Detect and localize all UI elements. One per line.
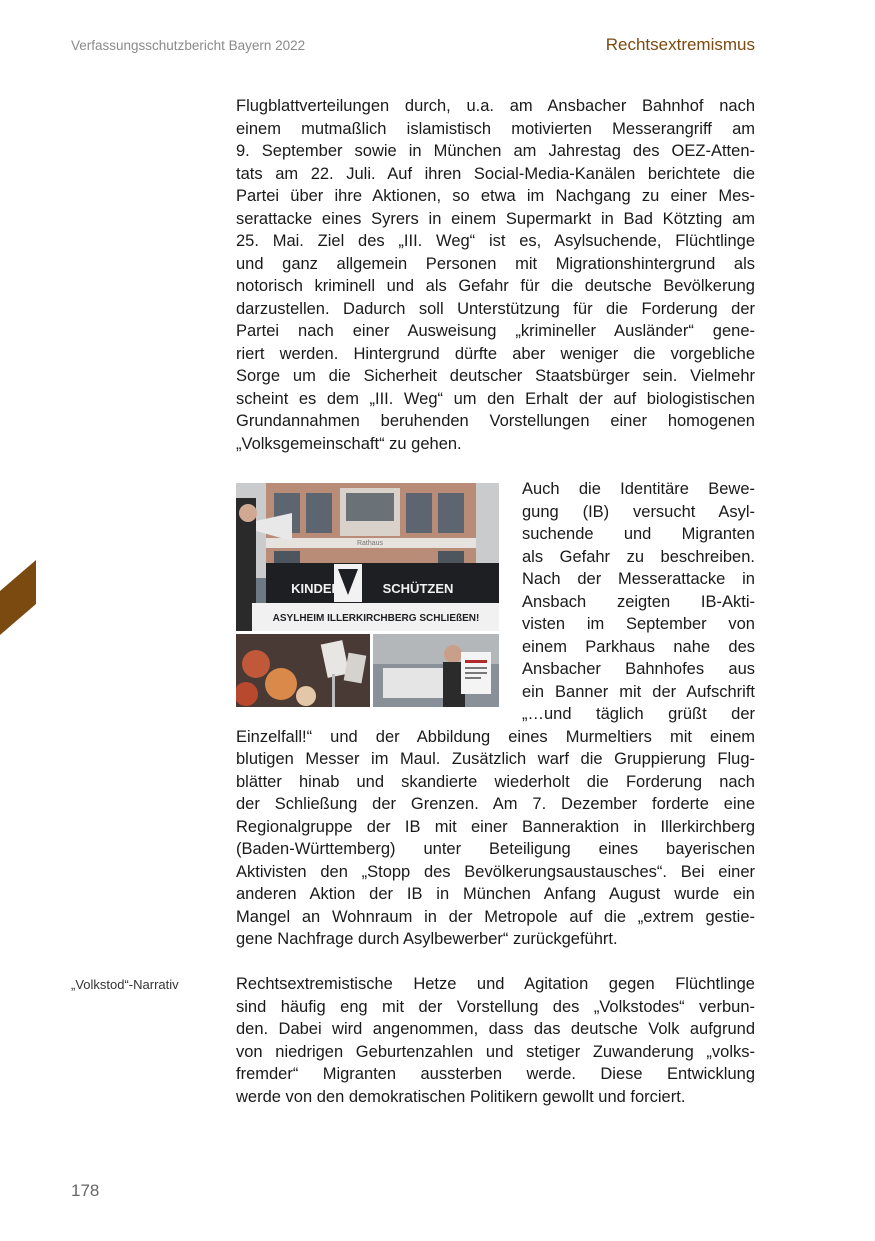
text-line: Einzelfall!“ und der Abbildung eines Murmeltiers mit einem	[236, 727, 755, 746]
text-line: und ganz allgemein Personen mit Migrationshintergrund als	[236, 254, 755, 273]
text-line: riert werden. Hintergrund dürfte aber weniger die vorgebliche	[236, 344, 755, 363]
text-line: Grundannahmen beruhenden Vorstellungen einer homogenen	[236, 412, 755, 430]
text-line: Nach der Messerattacke in	[522, 570, 755, 588]
text-line: einem mutmaßlich islamistisch motivierten Messerangriff am	[236, 119, 755, 138]
building-sign: Rathaus	[356, 540, 384, 547]
text-line: ein Banner mit der Aufschrift	[522, 682, 755, 701]
paragraph-2	[236, 478, 755, 951]
banner-text-right: SCHÜTZEN	[382, 581, 454, 596]
text-line: 25. Mai. Ziel des „III. Weg“ ist es, Asylsuchende, Flüchtlinge	[236, 232, 755, 250]
banner-text-left: KINDER	[291, 581, 341, 596]
running-header	[71, 35, 755, 58]
text-line: der Schließung der Grenzen. Am 7. Dezember forderte eine	[236, 795, 755, 813]
text-line: Rechtsextremistische Hetze und Agitation gegen Flüchtlinge	[236, 975, 755, 993]
text-line: Ansbacher Bahnhofes aus	[522, 660, 755, 678]
text-line: gene Nachfrage durch Asylbewerber“ zurückgeführt.	[236, 930, 618, 948]
text-line: Auch die Identitäre Bewe-	[522, 480, 755, 498]
text-line: sind häufig eng mit der Vorstellung des „Volkstodes“ verbun-	[236, 997, 755, 1016]
text-line: notorisch kriminell und als Gefahr für die deutsche Bevölkerung	[236, 277, 755, 295]
text-line: blutigen Messer im Maul. Zusätzlich warf die Gruppierung Flug-	[236, 750, 755, 768]
text-line: Partei nach einer Ausweisung „krimineller Ausländer“ gene-	[236, 322, 755, 340]
text-line: von niedrigen Geburtenzahlen und stetiger Zuwanderung „volks-	[236, 1042, 755, 1061]
text-line: Partei über ihre Aktionen, so etwa im Nachgang zu einer Mes-	[236, 187, 755, 205]
text-line: Ansbach zeigten IB-Akti-	[522, 592, 755, 611]
document-title: Verfassungsschutzbericht Bayern 2022	[71, 38, 306, 53]
chapter-edge-marker	[0, 560, 36, 635]
text-line: werde von den demokratischen Politikern gewollt und forciert.	[236, 1087, 686, 1106]
paragraph-1	[236, 95, 755, 455]
text-line: Aktivisten den „Stopp des Bevölkerungsaustausches“. Bei einer	[236, 862, 755, 881]
paragraph-3	[236, 973, 755, 1108]
text-line: Regionalgruppe der IB mit einer Banneraktion in Illerkirchberg	[236, 817, 755, 836]
text-line: als Gefahr zu beschreiben.	[522, 547, 755, 566]
text-line: visten im September von	[522, 615, 755, 633]
text-line: (Baden-Württemberg) unter Beteiligung eines bayerischen	[236, 840, 755, 858]
page-number: 178	[71, 1181, 100, 1200]
text-line: scheint es dem „III. Weg“ um den Erhalt der auf biologistischen	[236, 389, 755, 408]
text-line: gung (IB) versucht Asyl-	[522, 502, 755, 521]
text-line: einem Parkhaus nahe des	[522, 637, 755, 656]
text-line: blätter hinab und skandierte wiederholt die Forderung nach	[236, 772, 755, 791]
text-line: Mangel an Wohnraum in der Metropole auf die „extrem gestie-	[236, 907, 755, 926]
text-line: suchende und Migranten	[522, 525, 755, 543]
text-line: Sorge um die Sicherheit deutscher Staatsbürger sein. Vielmehr	[236, 367, 755, 385]
text-line: serattacke eines Syrers in einem Supermarkt in Bad Kötzting am	[236, 209, 755, 228]
text-line: „Volksgemeinschaft“ zu gehen.	[236, 434, 462, 453]
text-line: anderen Aktion der IB in München Anfang August wurde ein	[236, 885, 755, 903]
banner-text-bottom: ASYLHEIM ILLERKIRCHBERG SCHLIEßEN!	[272, 613, 480, 624]
marginal-note: „Volkstod“-Narrativ	[71, 977, 179, 992]
text-line: „…und täglich grüßt der	[522, 705, 755, 723]
section-title: Rechtsextremismus	[605, 35, 755, 54]
text-line: tats am 22. Juli. Auf ihren Social-Media-Kanälen berichtete die	[236, 164, 755, 183]
text-line: fremder“ Migranten aussterben werde. Diese Entwicklung	[236, 1065, 755, 1083]
text-line: 9. September sowie in München am Jahrestag des OEZ-Atten-	[236, 142, 755, 160]
text-line: darzustellen. Dadurch soll Unterstützung für die Forderung der	[236, 299, 755, 318]
text-line: den. Dabei wird angenommen, dass das deutsche Volk aufgrund	[236, 1020, 755, 1038]
text-line: Flugblattverteilungen durch, u.a. am Ansbacher Bahnhof nach	[236, 97, 755, 115]
